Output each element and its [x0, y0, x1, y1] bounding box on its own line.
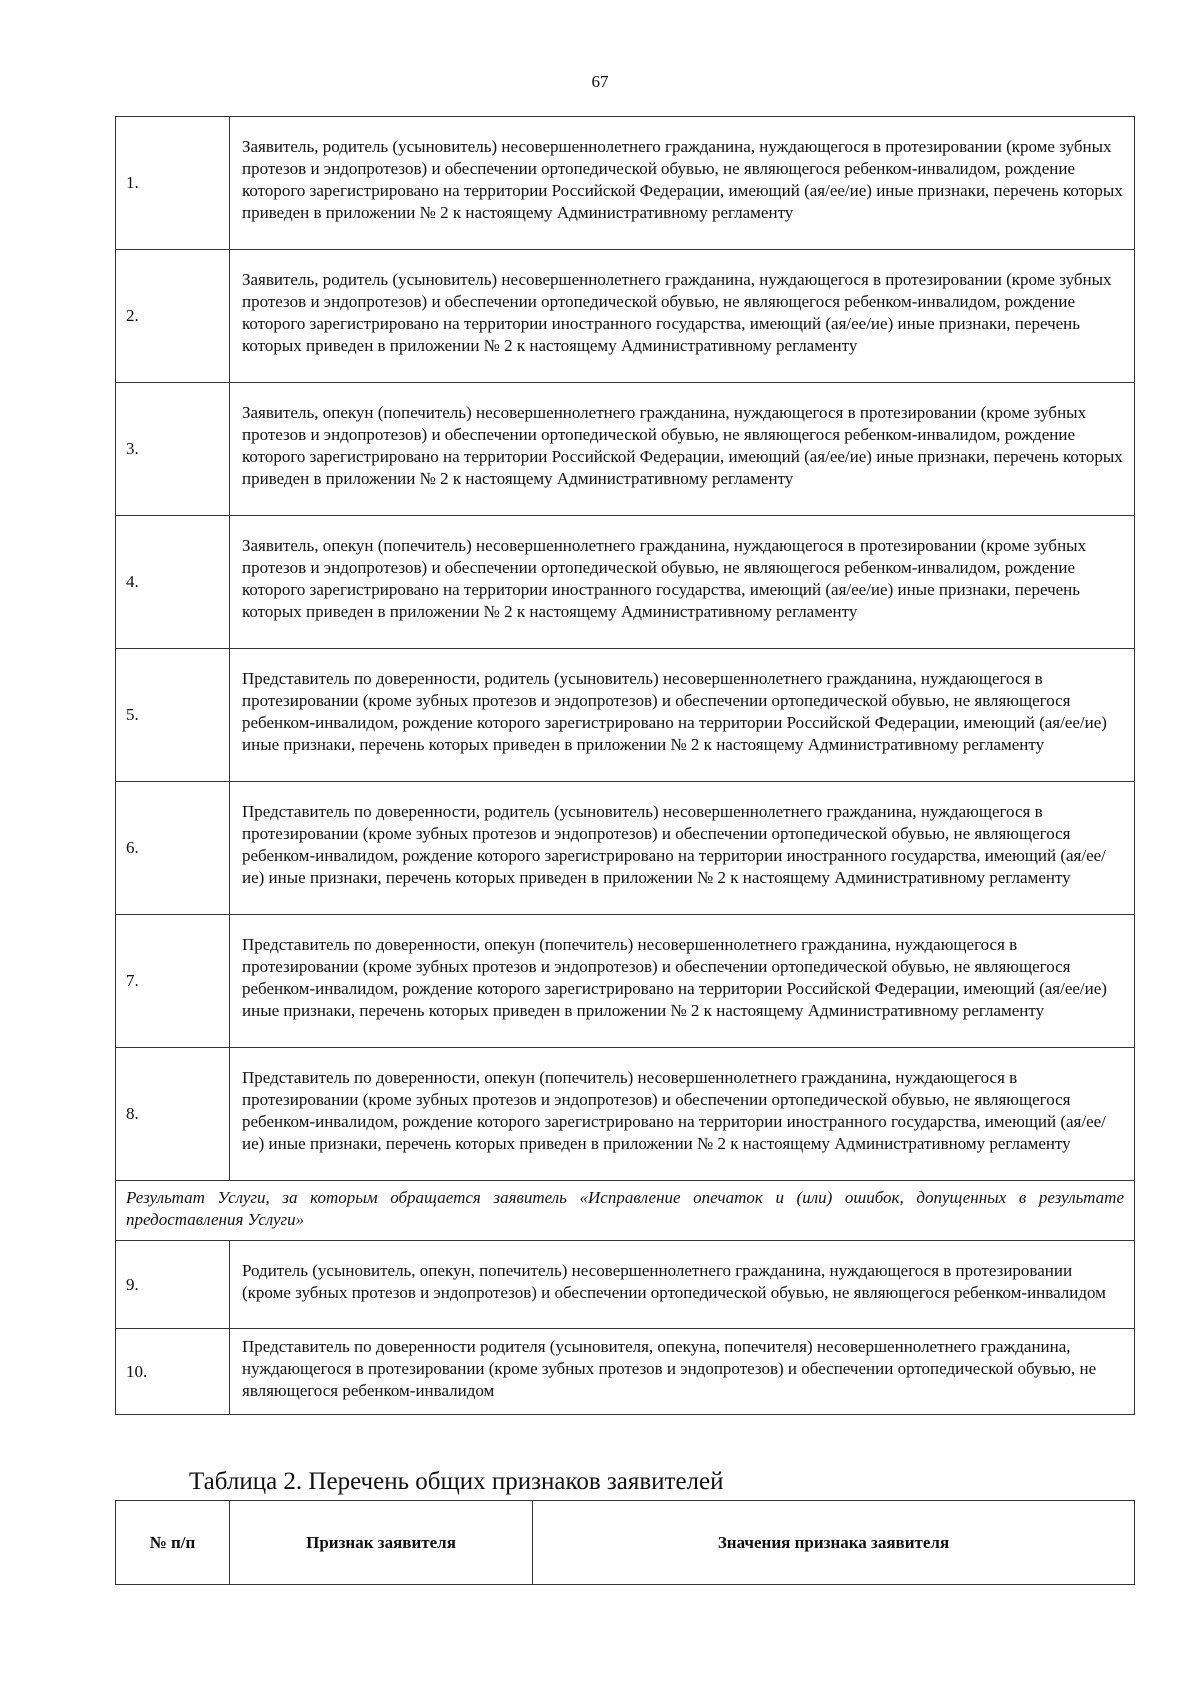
column-header-values: Значения признака заявителя	[533, 1501, 1135, 1585]
table-row	[116, 1048, 1135, 1181]
row-number: 2.	[116, 250, 230, 383]
table-row	[116, 649, 1135, 782]
row-text: Представитель по доверенности, опекун (попечитель) несовершеннолетнего гражданина, нуждающегося в протезировании (кроме зубных протезов и эндопротезов) и обеспечении ортопедической обувью, не являющегося ребенком-инвалидом, рождение которого зарегистрировано на территории иностранного государства, имеющий (ая/ее/ие) иные признаки, перечень которых приведен в приложении № 2 к настоящему Административному регламенту	[230, 1048, 1135, 1181]
row-number: 9.	[116, 1241, 230, 1329]
row-number: 7.	[116, 915, 230, 1048]
table2-title: Таблица 2. Перечень общих признаков заявителей	[189, 1468, 724, 1495]
table-row	[116, 915, 1135, 1048]
row-number: 5.	[116, 649, 230, 782]
row-text: Заявитель, родитель (усыновитель) несовершеннолетнего гражданина, нуждающегося в протезировании (кроме зубных протезов и эндопротезов) и обеспечении ортопедической обувью, не являющегося ребенком-инвалидом, рождение которого зарегистрировано на территории иностранного государства, имеющий (ая/ее/ие) иные признаки, перечень которых приведен в приложении № 2 к настоящему Административному регламенту	[230, 250, 1135, 383]
row-number: 8.	[116, 1048, 230, 1181]
row-text: Заявитель, родитель (усыновитель) несовершеннолетнего гражданина, нуждающегося в протезировании (кроме зубных протезов и эндопротезов) и обеспечении ортопедической обувью, не являющегося ребенком-инвалидом, рождение которого зарегистрировано на территории Российской Федерации, имеющий (ая/ее/ие) иные признаки, перечень которых приведен в приложении № 2 к настоящему Административному регламенту	[230, 117, 1135, 250]
row-text: Представитель по доверенности, родитель (усыновитель) несовершеннолетнего гражданина, нуждающегося в протезировании (кроме зубных протезов и эндопротезов) и обеспечении ортопедической обувью, не являющегося ребенком-инвалидом, рождение которого зарегистрировано на территории Российской Федерации, имеющий (ая/ее/ие) иные признаки, перечень которых приведен в приложении № 2 к настоящему Административному регламенту	[230, 649, 1135, 782]
table-row	[116, 1329, 1135, 1415]
table-row	[116, 516, 1135, 649]
header-row	[116, 1501, 1135, 1585]
page-number: 67	[591, 72, 609, 91]
table-row	[116, 782, 1135, 915]
table-row	[116, 117, 1135, 250]
section-row	[116, 1181, 1135, 1241]
column-header-attribute: Признак заявителя	[230, 1501, 533, 1585]
row-number: 10.	[116, 1329, 230, 1415]
row-text: Представитель по доверенности родителя (усыновителя, опекуна, попечителя) несовершеннолетнего гражданина, нуждающегося в протезировании (кроме зубных протезов и эндопротезов) и обеспечении ортопедической обувью, не являющегося ребенком-инвалидом	[230, 1329, 1135, 1415]
table-row	[116, 383, 1135, 516]
row-number: 3.	[116, 383, 230, 516]
row-text: Родитель (усыновитель, опекун, попечитель) несовершеннолетнего гражданина, нуждающегося в протезировании (кроме зубных протезов и эндопротезов) и обеспечении ортопедической обувью, не являющегося ребенком-инвалидом	[230, 1241, 1135, 1329]
row-number: 1.	[116, 117, 230, 250]
section-heading: Результат Услуги, за которым обращается заявитель «Исправление опечаток и (или) ошибок, допущенных в результате предоставления Услуги»	[116, 1181, 1135, 1241]
row-text: Представитель по доверенности, родитель (усыновитель) несовершеннолетнего гражданина, нуждающегося в протезировании (кроме зубных протезов и эндопротезов) и обеспечении ортопедической обувью, не являющегося ребенком-инвалидом, рождение которого зарегистрировано на территории иностранного государства, имеющий (ая/ее/ие) иные признаки, перечень которых приведен в приложении № 2 к настоящему Административному регламенту	[230, 782, 1135, 915]
row-text: Заявитель, опекун (попечитель) несовершеннолетнего гражданина, нуждающегося в протезировании (кроме зубных протезов и эндопротезов) и обеспечении ортопедической обувью, не являющегося ребенком-инвалидом, рождение которого зарегистрировано на территории иностранного государства, имеющий (ая/ее/ие) иные признаки, перечень которых приведен в приложении № 2 к настоящему Административному регламенту	[230, 516, 1135, 649]
row-text: Представитель по доверенности, опекун (попечитель) несовершеннолетнего гражданина, нуждающегося в протезировании (кроме зубных протезов и эндопротезов) и обеспечении ортопедической обувью, не являющегося ребенком-инвалидом, рождение которого зарегистрировано на территории Российской Федерации, имеющий (ая/ее/ие) иные признаки, перечень которых приведен в приложении № 2 к настоящему Административному регламенту	[230, 915, 1135, 1048]
applicant-variants-table	[115, 116, 1135, 1415]
column-header-number: № п/п	[116, 1501, 230, 1585]
table-row	[116, 250, 1135, 383]
row-number: 6.	[116, 782, 230, 915]
table-row	[116, 1241, 1135, 1329]
row-number: 4.	[116, 516, 230, 649]
row-text: Заявитель, опекун (попечитель) несовершеннолетнего гражданина, нуждающегося в протезировании (кроме зубных протезов и эндопротезов) и обеспечении ортопедической обувью, не являющегося ребенком-инвалидом, рождение которого зарегистрировано на территории Российской Федерации, имеющий (ая/ее/ие) иные признаки, перечень которых приведен в приложении № 2 к настоящему Административному регламенту	[230, 383, 1135, 516]
applicant-attributes-table	[115, 1500, 1135, 1585]
